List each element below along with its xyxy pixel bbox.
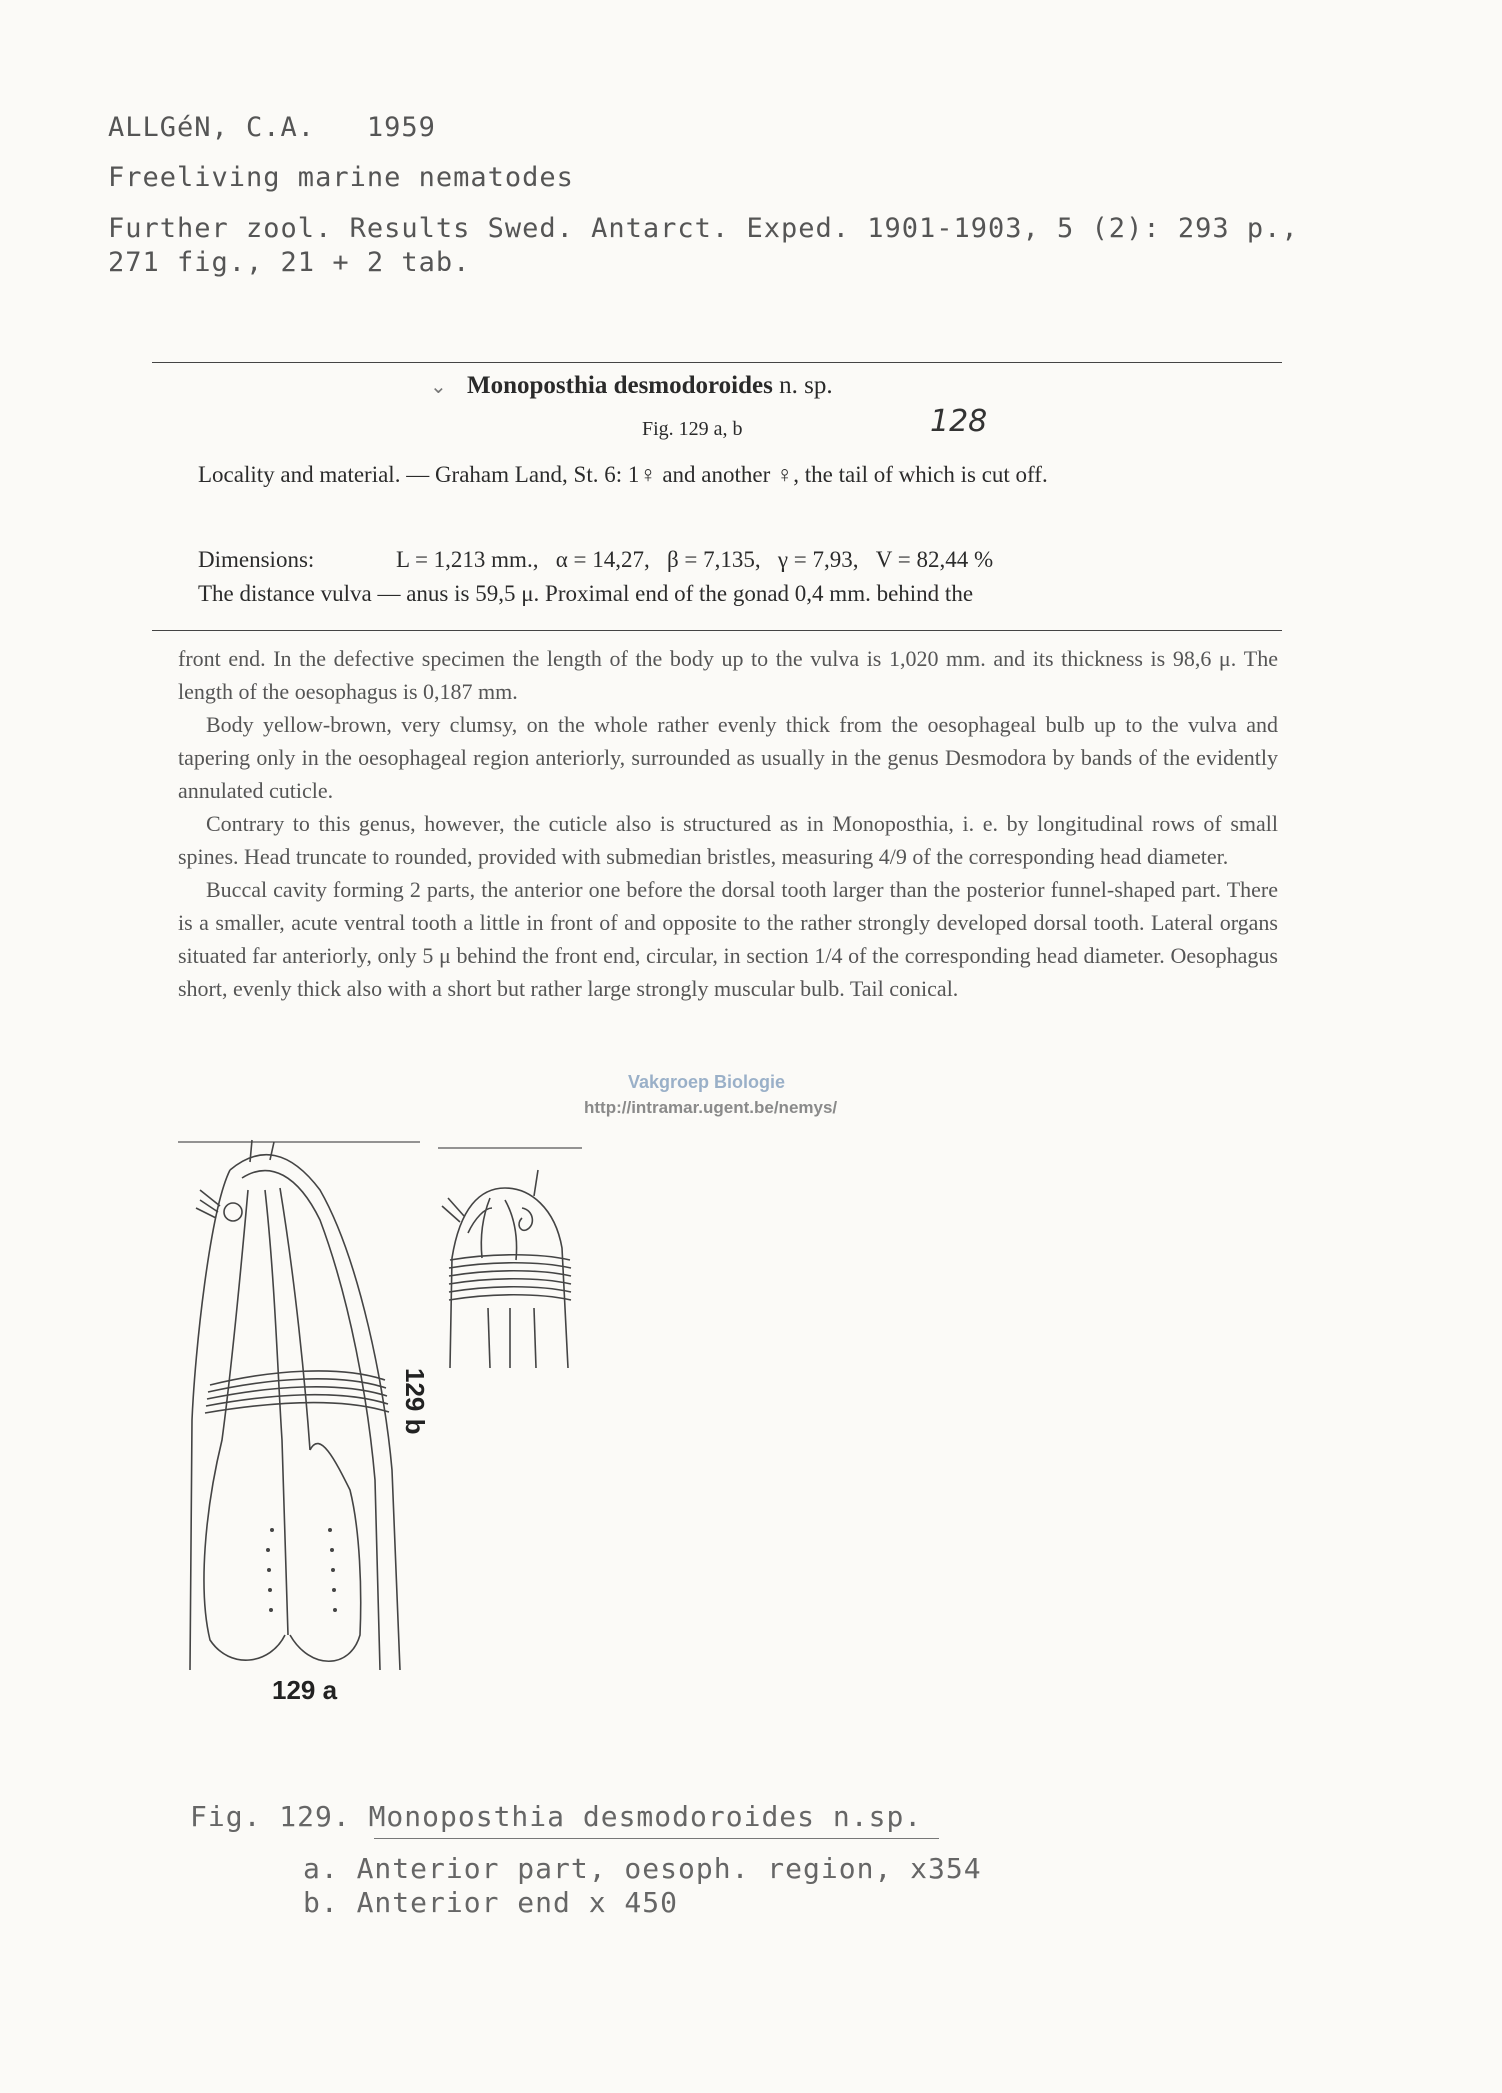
figure-129a-drawing [170,1130,430,1690]
middle-rule [152,630,1282,631]
dimensions-label: Dimensions: [198,547,315,572]
watermark-url: http://intramar.ugent.be/nemys/ [584,1098,838,1117]
figure-label-a: 129 a [272,1675,338,1705]
locality-text: Locality and material. — Graham Land, St. 6: 1♀ and another ♀, the tail of which is cut off. [198,462,1048,487]
figure-label-b: 129 b [400,1368,430,1435]
reference-author-year: ALLGéN, C.A. 1959 [108,112,436,143]
dimensions-continuation: The distance vulva — anus is 59,5 μ. Proximal end of the gonad 0,4 mm. behind the [198,581,974,606]
body-paragraph-3: Contrary to this genus, however, the cuticle also is structured as in Monoposthia, i. e. by longitudinal rows of small spines. Head truncate to rounded, provided with submedian bristles, measuring 4/9 of the corresponding head diameter. [178,811,1278,869]
body-text [178,642,1278,1005]
reference-journal-line1: Further zool. Results Swed. Antarct. Exped. 1901-1903, 5 (2): 293 p., [108,213,1299,244]
species-suffix: n. sp. [779,372,833,399]
caption-underline [374,1838,939,1839]
reference-title: Freeliving marine nematodes [108,162,574,193]
handwritten-number: 128 [930,404,988,439]
caption-line-a: a. Anterior part, oesoph. region, x354 [303,1852,982,1885]
top-rule [152,362,1282,363]
reference-journal-line2: 271 fig., 21 + 2 tab. [108,247,471,278]
species-marker: ⌄ [430,376,447,398]
dimensions-values: L = 1,213 mm., α = 14,27, β = 7,135, γ = 7,93, V = 82,44 % [396,547,994,572]
species-heading [430,372,833,400]
body-paragraph-4: Buccal cavity forming 2 parts, the anterior one before the dorsal tooth larger than the posterior funnel-shaped part. There is a smaller, acute ventral tooth a little in front of and opposite to the rather strongly developed dorsal tooth. Lateral organs situated far anteriorly, only 5 μ behind the front end, circular, in section 1/4 of the corresponding head diameter. Oesophagus short, evenly thick also with a short but rather large strongly muscular bulb. Tail conical. [178,877,1278,1001]
fig-ref: Fig. 129 a, b [642,418,743,440]
caption-line-b: b. Anterior end x 450 [303,1886,679,1919]
watermark-line: Vakgroep Biologie [628,1072,786,1092]
body-paragraph-1: front end. In the defective specimen the length of the body up to the vulva is 1,020 mm. and its thickness is 98,6 μ. The length of the oesophagus is 0,187 mm. [178,646,1278,704]
body-paragraph-2: Body yellow-brown, very clumsy, on the whole rather evenly thick from the oesophageal bulb up to the vulva and tapering only in the oesophageal region anteriorly, surrounded as usually in the genus Desmodora by bands of the evidently annulated cuticle. [178,712,1278,803]
caption-title: Fig. 129. Monoposthia desmodoroides n.sp. [190,1800,923,1833]
species-name: Monoposthia desmodoroides [467,372,773,399]
figure-129b-drawing [430,1138,600,1398]
